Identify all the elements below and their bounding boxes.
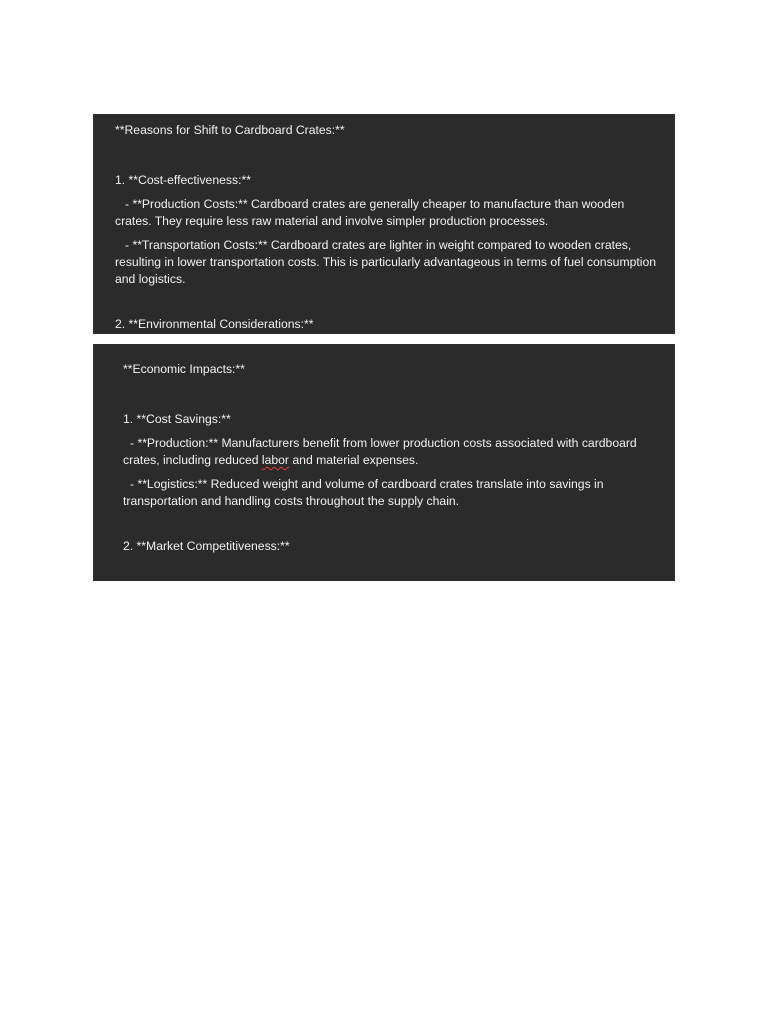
paragraph-logistics: - **Logistics:** Reduced weight and volume of cardboard crates translate into savings in transportation and handling costs throughout the supply chain. [123,477,604,508]
paragraph-transportation-costs: - **Transportation Costs:** Cardboard crates are lighter in weight compared to wooden crates, resulting in lower transportation costs. This is particularly advantageous in terms of fuel consumption and logistics. [115,238,657,286]
paragraph-production-costs: - **Production Costs:** Cardboard crates are generally cheaper to manufacture than wooden crates. They require less raw material and involve simpler production processes. [115,197,625,228]
section-heading: **Reasons for Shift to Cardboard Crates:** [115,123,345,137]
item-title-cost-effectiveness: 1. **Cost-effectiveness:** [115,173,251,187]
screenshot-panel-economic [93,344,675,581]
paragraph-text: and material expenses. [289,453,419,467]
section-heading: **Economic Impacts:** [123,362,245,376]
paragraph-production [123,435,661,469]
item-title-market-competitiveness: 2. **Market Competitiveness:** [123,539,290,553]
screenshot-panel-reasons [93,114,675,334]
paragraph-text: - **Production:** Manufacturers benefit from lower production costs associated with cardboard crates, including reduced [123,436,637,467]
item-title-environmental: 2. **Environmental Considerations:** [115,317,314,331]
item-title-cost-savings: 1. **Cost Savings:** [123,412,231,426]
spellcheck-flagged-word: labor [261,453,289,467]
